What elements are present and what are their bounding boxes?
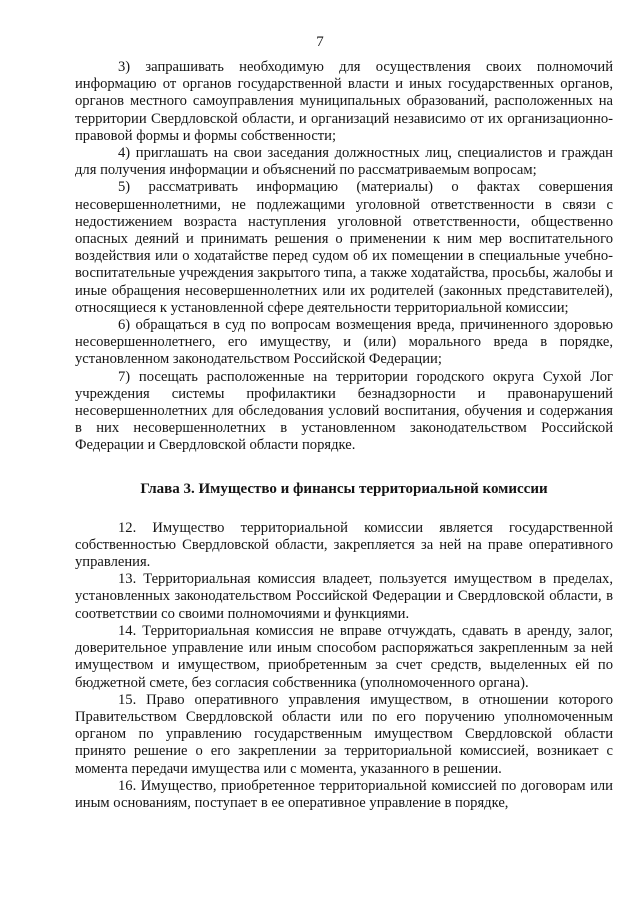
list-item-4: 4) приглашать на свои заседания должностных лиц, специалистов и граждан для получения информации и объяснений по рассматриваемым вопросам; [75, 145, 613, 179]
clause-12: 12. Имущество территориальной комиссии является государственной собственностью Свердловской области, закрепляется за ней на праве оперативного управления. [75, 519, 613, 571]
chapter-heading: Глава 3. Имущество и финансы территориальной комиссии [140, 480, 548, 497]
clause-13: 13. Территориальная комиссия владеет, пользуется имуществом в пределах, установленных законодательством Российской Федерации и Свердловской области, в соответствии со своими полномочиями и функциями. [75, 571, 613, 622]
clause-15: 15. Право оперативного управления имуществом, в отношении которого Правительством Свердловской области или по его поручению уполномоченным органом по управлению государственным имуществом Свердловской области принято решение о его закреплении за территориальной комиссией, возникает с момента передачи имущества или с момента, указанного в решении. [75, 691, 613, 777]
list-item-6: 6) обращаться в суд по вопросам возмещения вреда, причиненного здоровью несовершеннолетнего, его имуществу, и (или) морального вреда в порядке, установленном законодательством Российской Федерации; [75, 317, 613, 368]
clause-16: 16. Имущество, приобретенное территориальной комиссией по договорам или иным основаниям, поступает в ее оперативное управление в порядке, [75, 777, 613, 811]
list-item-5: 5) рассматривать информацию (материалы) о фактах совершения несовершеннолетними, не подлежащими уголовной ответственности в связи с недостижением возраста наступления уголовной ответственности, общественно опасных деяний и принимать решения о применении к ним мер воспитательного воздействия или о ходатайстве перед судом об их помещении в специальные учебно-воспитательные учреждения закрытого типа, а также ходатайства, просьбы, жалобы и иные обращения несовершеннолетних или их родителей (законных представителей), относящиеся к установленной сфере деятельности территориальной комиссии; [75, 179, 613, 316]
list-item-7: 7) посещать расположенные на территории городского округа Сухой Лог учреждения системы профилактики безнадзорности и правонарушений несовершеннолетних для обследования условий воспитания, обучения и содержания в них несовершеннолетних в установленном законодательством Российской Федерации и Свердловской области порядке. [75, 368, 613, 454]
list-item-3: 3) запрашивать необходимую для осуществления своих полномочий информацию от органов государственной власти и иных государственных органов, органов местного самоуправления муниципальных образований, расположенных на территории Свердловской области, и организаций независимо от их организационно-правовой формы и формы собственности; [75, 59, 613, 144]
clause-14: 14. Территориальная комиссия не вправе отчуждать, сдавать в аренду, залог, доверительное управление или иным способом распоряжаться закрепленным за ней имуществом и имуществом, приобретенным за счет средств, выделенных ей по бюджетной смете, без согласия собственника (уполномоченного органа). [75, 622, 613, 691]
page-number: 7 [316, 34, 324, 50]
page-body [75, 59, 613, 812]
